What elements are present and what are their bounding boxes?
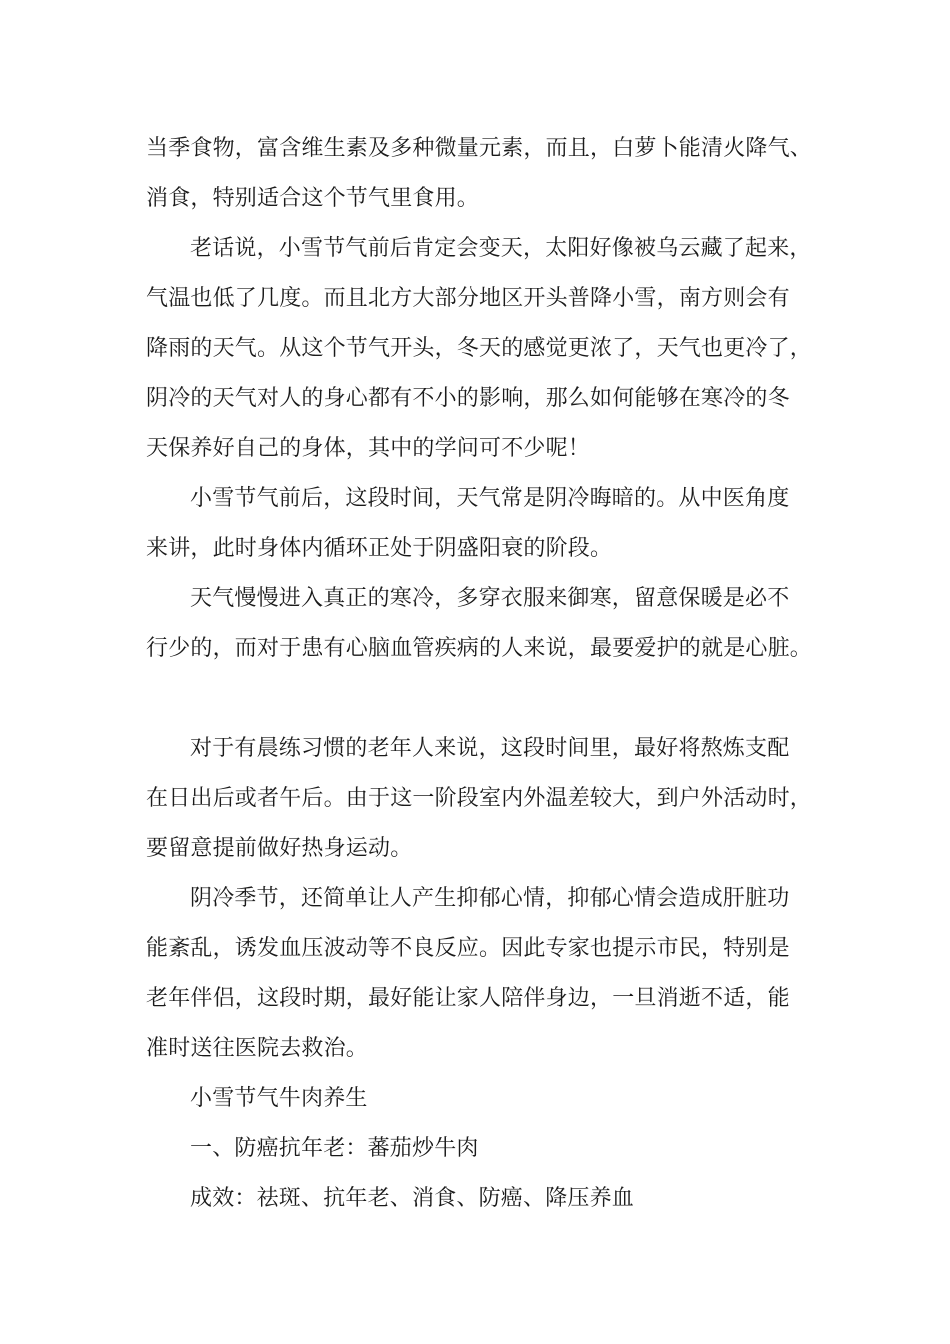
paragraph	[146, 874, 832, 1074]
heading-text: 小雪节气牛肉养生	[190, 1086, 368, 1111]
text-line: 来讲，此时身体内循环正处于阴盛阳衰的阶段。	[146, 536, 613, 561]
paragraph	[146, 724, 832, 874]
text-line: 要留意提前做好热身运动。	[146, 836, 413, 861]
blank-line	[146, 674, 832, 724]
text-line: 阴冷的天气对人的身心都有不小的影响，那么如何能够在寒冷的冬	[146, 386, 790, 411]
text-line: 当季食物，富含维生素及多种微量元素，而且，白萝卜能清火降气、	[146, 136, 813, 161]
text-line: 能紊乱，诱发血压波动等不良反应。因此专家也提示市民，特别是	[146, 936, 790, 961]
recipe-title-text: 一、防癌抗年老：蕃茄炒牛肉	[190, 1136, 479, 1161]
text-line: 在日出后或者午后。由于这一阶段室内外温差较大，到户外活动时，	[146, 786, 813, 811]
text-line: 老年伴侣，这段时期，最好能让家人陪伴身边，一旦消逝不适，能	[146, 986, 790, 1011]
text-line: 阴冷季节，还简单让人产生抑郁心情，抑郁心情会造成肝脏功	[190, 886, 790, 911]
paragraph	[146, 574, 832, 674]
text-line: 老话说，小雪节气前后肯定会变天，太阳好像被乌云藏了起来，	[190, 236, 812, 261]
recipe-title	[146, 1124, 832, 1174]
paragraph	[146, 224, 832, 474]
paragraph	[146, 474, 832, 574]
text-line: 降雨的天气。从这个节气开头，冬天的感觉更浓了，天气也更冷了，	[146, 336, 813, 361]
section-heading	[146, 1074, 832, 1124]
text-line: 行少的，而对于患有心脑血管疾病的人来说，最要爱护的就是心脏。	[146, 636, 813, 661]
text-line: 天气慢慢进入真正的寒冷，多穿衣服来御寒，留意保暖是必不	[190, 586, 790, 611]
paragraph	[146, 124, 832, 224]
text-line: 消食，特别适合这个节气里食用。	[146, 186, 480, 211]
recipe-effects-text: 成效：祛斑、抗年老、消食、防癌、降压养血	[190, 1186, 635, 1211]
recipe-effects	[146, 1174, 832, 1224]
text-line: 小雪节气前后，这段时间，天气常是阴冷晦暗的。从中医角度	[190, 486, 790, 511]
text-line: 准时送往医院去救治。	[146, 1036, 369, 1061]
text-line: 气温也低了几度。而且北方大部分地区开头普降小雪，南方则会有	[146, 286, 790, 311]
document-body	[146, 124, 832, 1224]
text-line: 天保养好自己的身体，其中的学问可不少呢！	[146, 436, 591, 461]
text-line: 对于有晨练习惯的老年人来说，这段时间里，最好将熬炼支配	[190, 736, 790, 761]
